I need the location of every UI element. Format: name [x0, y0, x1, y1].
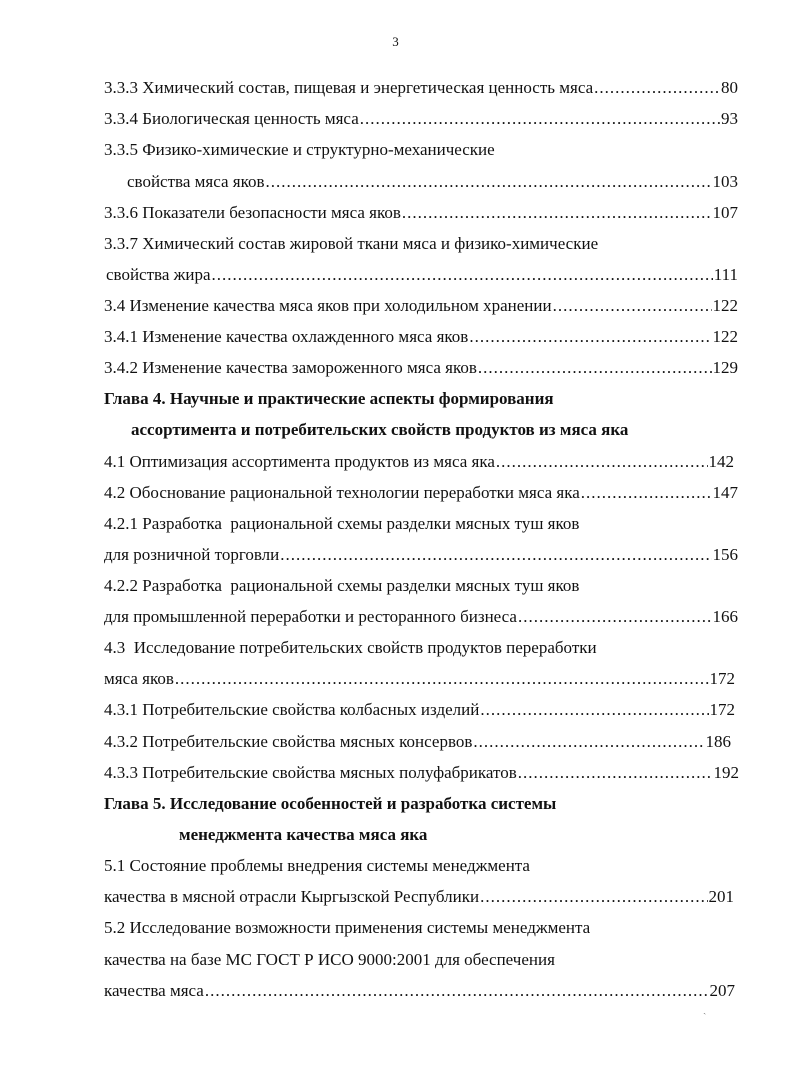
toc-entry-title: для розничной торговли: [104, 545, 280, 564]
toc-entry-page: 166: [712, 607, 738, 626]
toc-entry-page: 122: [712, 327, 738, 346]
toc-entry-page: 192: [713, 763, 739, 782]
toc-leader-dots: [212, 265, 713, 285]
toc-leader-dots: [478, 358, 712, 378]
toc-leader-dots: [205, 981, 709, 1001]
toc-leader-dots: [473, 732, 704, 752]
chapter-5-heading-cont: менеджмента качества мяса яка: [179, 825, 428, 844]
toc-entry-page: 186: [705, 732, 731, 751]
toc-entry-4-2-1-line: 4.2.1 Разработка рациональной схемы разделки мясных туш яков: [104, 514, 580, 533]
toc-leader-dots: [518, 607, 712, 627]
toc-entry-page: 111: [713, 265, 738, 284]
toc-entry-page: 103: [712, 172, 738, 191]
toc-entry-page: 156: [712, 545, 738, 564]
toc-entry-3-4: [104, 296, 738, 316]
toc-entry-3-3-5: [127, 172, 738, 192]
scan-speck: ˏ: [703, 1004, 707, 1015]
toc-leader-dots: [518, 763, 713, 783]
toc-leader-dots: [496, 452, 708, 472]
toc-entry-page: 122: [712, 296, 738, 315]
toc-entry-page: 107: [712, 203, 738, 222]
toc-leader-dots: [581, 483, 712, 503]
toc-entry-5-1-line: 5.1 Состояние проблемы внедрения системы менеджмента: [104, 856, 530, 875]
toc-entry-page: 80: [721, 78, 738, 97]
toc-entry-page: 142: [708, 452, 734, 471]
toc-entry-3-3-3: [104, 78, 738, 98]
toc-entry-title: 3.4.2 Изменение качества замороженного мяса яков: [104, 358, 477, 377]
toc-entry-4-3-line: 4.3 Исследование потребительских свойств продуктов переработки: [104, 638, 597, 657]
toc-entry-title: 3.3.6 Показатели безопасности мяса яков: [104, 203, 401, 222]
toc-entry-3-3-5-line: 3.3.5 Физико-химические и структурно-механические: [104, 140, 495, 159]
toc-entry-title: 4.2 Обоснование рациональной технологии переработки мяса яка: [104, 483, 580, 502]
chapter-4-heading: Глава 4. Научные и практические аспекты формирования: [104, 389, 554, 408]
toc-entry-4-2-1: [104, 545, 738, 565]
toc-entry-title: качества в мясной отрасли Кыргызской Республики: [104, 887, 480, 906]
toc-entry-4-1: [104, 452, 734, 472]
toc-leader-dots: [280, 545, 711, 565]
toc-entry-3-3-7-line: 3.3.7 Химический состав жировой ткани мяса и физико-химические: [104, 234, 599, 253]
page-number: 3: [392, 34, 399, 49]
toc-entry-title: 3.4 Изменение качества мяса яков при холодильном хранении: [104, 296, 552, 315]
toc-entry-title: 3.4.1 Изменение качества охлажденного мяса яков: [104, 327, 469, 346]
toc-leader-dots: [175, 669, 709, 689]
toc-entry-4-3-3: [104, 763, 739, 783]
toc-entry-5-1: [104, 887, 734, 907]
chapter-5-heading: Глава 5. Исследование особенностей и разработка системы: [104, 794, 557, 813]
toc-entry-page: 201: [708, 887, 734, 906]
toc-entry-5-2: [104, 981, 735, 1001]
toc-leader-dots: [594, 78, 720, 98]
toc-leader-dots: [553, 296, 712, 316]
toc-entry-3-4-2: [104, 358, 738, 378]
toc-entry-title: 4.3.3 Потребительские свойства мясных полуфабрикатов: [104, 763, 517, 782]
toc-entry-page: 93: [721, 109, 738, 128]
toc-entry-3-3-4: [104, 109, 738, 129]
toc-entry-3-3-6: [104, 203, 738, 223]
toc-entry-5-2-line-2: качества на базе МС ГОСТ Р ИСО 9000:2001 для обеспечения: [104, 950, 555, 969]
toc-entry-title: 4.1 Оптимизация ассортимента продуктов из мяса яка: [104, 452, 495, 471]
toc-entry-3-4-1: [104, 327, 738, 347]
toc-entry-4-3-1: [104, 700, 735, 720]
chapter-4-heading-cont: ассортимента и потребительских свойств продуктов из мяса яка: [131, 420, 629, 439]
toc-entry-3-3-7: [106, 265, 738, 285]
toc-leader-dots: [402, 203, 712, 223]
toc-entry-4-2: [104, 483, 738, 503]
toc-entry-title: 4.3.2 Потребительские свойства мясных консервов: [104, 732, 473, 751]
toc-leader-dots: [480, 887, 707, 907]
toc-entry-title: свойства жира: [106, 265, 211, 284]
toc-entry-4-2-2-line: 4.2.2 Разработка рациональной схемы разделки мясных туш яков: [104, 576, 580, 595]
toc-entry-title: 3.3.3 Химический состав, пищевая и энергетическая ценность мяса: [104, 78, 594, 97]
toc-entry-4-2-2: [104, 607, 738, 627]
toc-entry-4-3: [104, 669, 735, 689]
toc-entry-title: 3.3.4 Биологическая ценность мяса: [104, 109, 359, 128]
toc-entry-5-2-line: 5.2 Исследование возможности применения системы менеджмента: [104, 918, 591, 937]
toc-entry-page: 147: [712, 483, 738, 502]
toc-entry-4-3-2: [104, 732, 731, 752]
toc-entry-title: мяса яков: [104, 669, 174, 688]
toc-leader-dots: [469, 327, 711, 347]
toc-entry-page: 129: [712, 358, 738, 377]
toc-entry-page: 172: [709, 669, 735, 688]
toc-leader-dots: [266, 172, 712, 192]
toc-entry-page: 207: [709, 981, 735, 1000]
toc-entry-title: свойства мяса яков: [127, 172, 265, 191]
toc-entry-title: качества мяса: [104, 981, 204, 1000]
toc-entry-title: для промышленной переработки и ресторанного бизнеса: [104, 607, 517, 626]
toc-entry-page: 172: [709, 700, 735, 719]
toc-leader-dots: [480, 700, 708, 720]
toc-entry-title: 4.3.1 Потребительские свойства колбасных изделий: [104, 700, 480, 719]
toc-leader-dots: [360, 109, 720, 129]
